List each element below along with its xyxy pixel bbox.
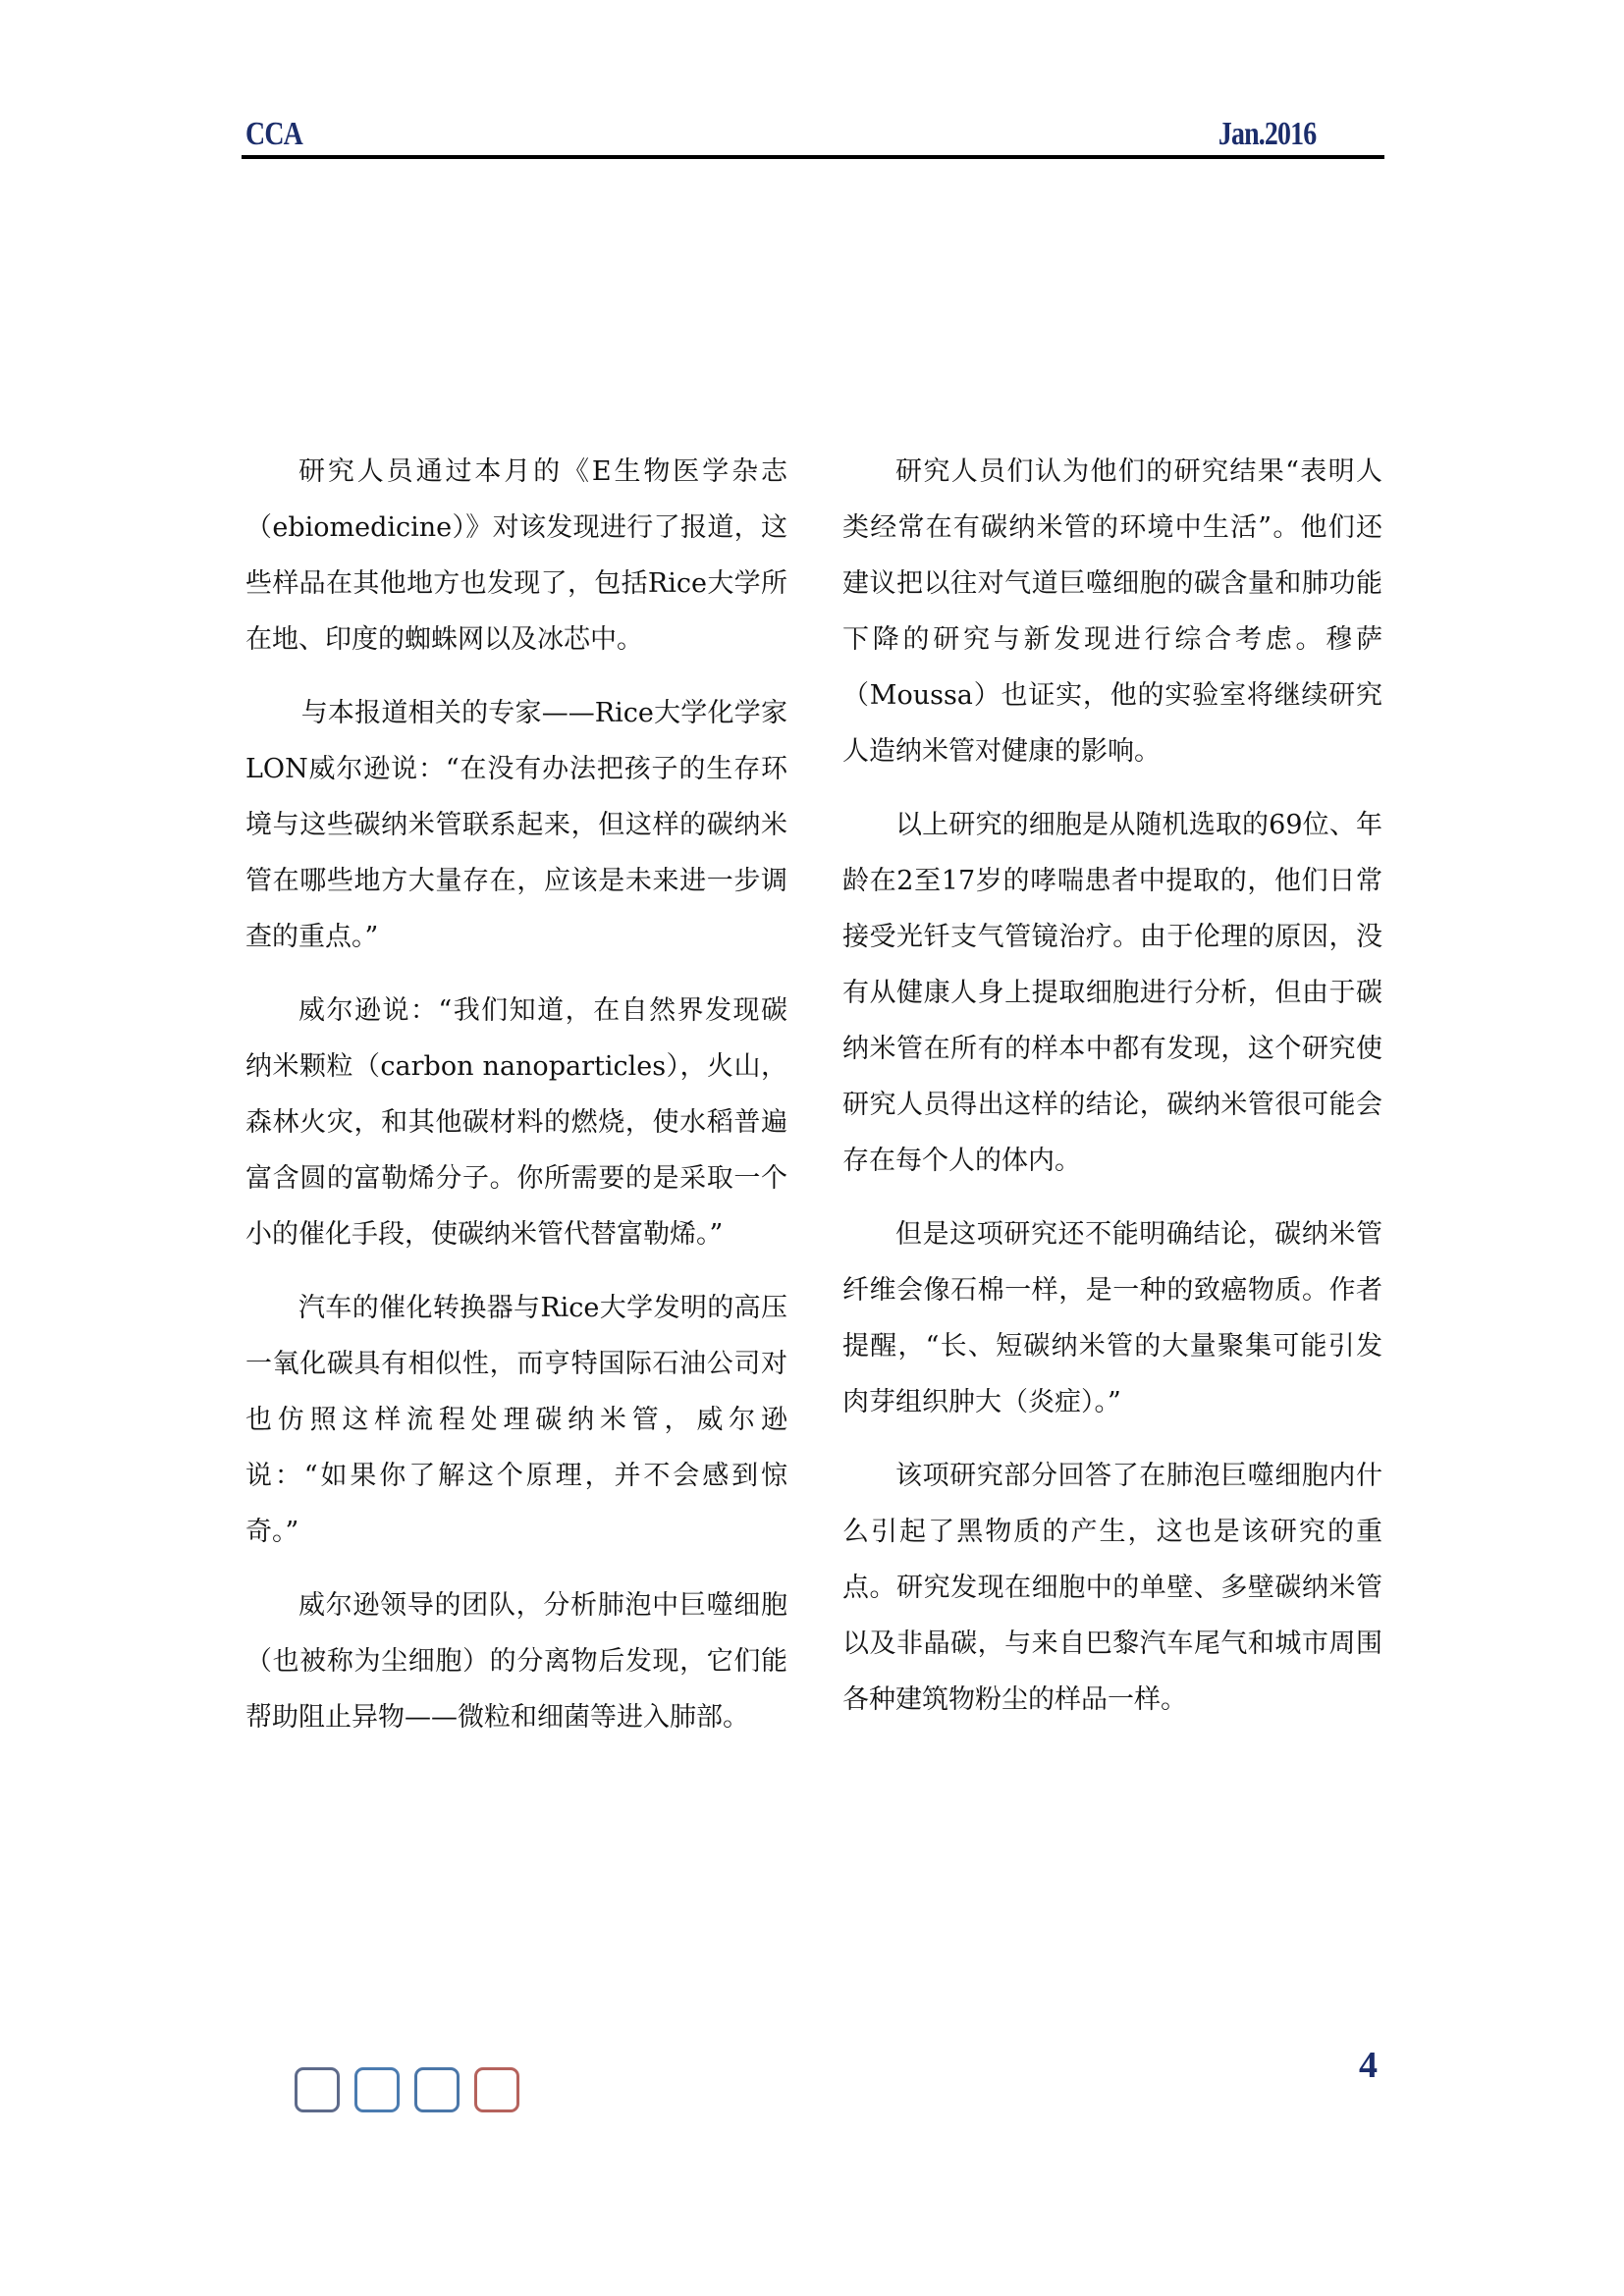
issue-date: Jan.2016 (1218, 116, 1316, 152)
paragraph: 该项研究部分回答了在肺泡巨噬细胞内什么引起了黑物质的产生，这也是该研究的重点。研究发现在细胞中的单壁、多壁碳纳米管以及非晶碳，与来自巴黎汽车尾气和城市周围各种建筑物粉尘的样品一样。 (842, 1461, 1382, 1715)
footer-decoration (295, 2067, 519, 2112)
decor-square-icon (354, 2067, 400, 2112)
paragraph: 研究人员们认为他们的研究结果“表明人类经常在有碳纳米管的环境中生活”。他们还建议把以往对气道巨噬细胞的碳含量和肺功能下降的研究与新发现进行综合考虑。穆萨（Moussa）也证实，他的实验室将继续研究人造纳米管对健康的影响。 (842, 456, 1382, 767)
paragraph: 威尔逊领导的团队，分析肺泡中巨噬细胞（也被称为尘细胞）的分离物后发现，它们能帮助阻止异物——微粒和细菌等进入肺部。 (245, 1590, 787, 1733)
paragraph: 与本报道相关的专家——Rice大学化学家LON威尔逊说：“在没有办法把孩子的生存环境与这些碳纳米管联系起来，但这样的碳纳米管在哪些地方大量存在，应该是未来进一步调查的重点。” (245, 698, 787, 952)
paragraph: 研究人员通过本月的《E生物医学杂志（ebiomedicine）》对该发现进行了报道，这些样品在其他地方也发现了，包括Rice大学所在地、印度的蜘蛛网以及冰芯中。 (245, 456, 787, 655)
paragraph: 以上研究的细胞是从随机选取的69位、年龄在2至17岁的哮喘患者中提取的，他们日常接受光钎支气管镜治疗。由于伦理的原因，没有从健康人身上提取细胞进行分析，但由于碳纳米管在所有的样本中都有发现，这个研究使研究人员得出这样的结论，碳纳米管很可能会存在每个人的体内。 (842, 810, 1382, 1176)
decor-square-icon (474, 2067, 519, 2112)
paragraph: 汽车的催化转换器与Rice大学发明的高压一氧化碳具有相似性，而亨特国际石油公司对也仿照这样流程处理碳纳米管，威尔逊说：“如果你了解这个原理，并不会感到惊奇。” (245, 1293, 787, 1547)
paragraph: 威尔逊说：“我们知道，在自然界发现碳纳米颗粒（carbon nanoparticles），火山，森林火灾，和其他碳材料的燃烧，使水稻普遍富含圆的富勒烯分子。你所需要的是采取一个小的催化手段，使碳纳米管代替富勒烯。” (245, 995, 787, 1250)
left-column (245, 444, 787, 1763)
paragraph: 但是这项研究还不能明确结论，碳纳米管纤维会像石棉一样，是一种的致癌物质。作者提醒，“长、短碳纳米管的大量聚集可能引发肉芽组织肿大（炎症）。” (842, 1219, 1382, 1417)
page-number: 4 (1359, 2045, 1378, 2086)
header-rule (242, 155, 1384, 159)
page-header (242, 110, 1386, 161)
right-column (842, 444, 1382, 1745)
journal-name: CCA (245, 116, 302, 152)
decor-square-icon (414, 2067, 460, 2112)
decor-square-icon (295, 2067, 340, 2112)
